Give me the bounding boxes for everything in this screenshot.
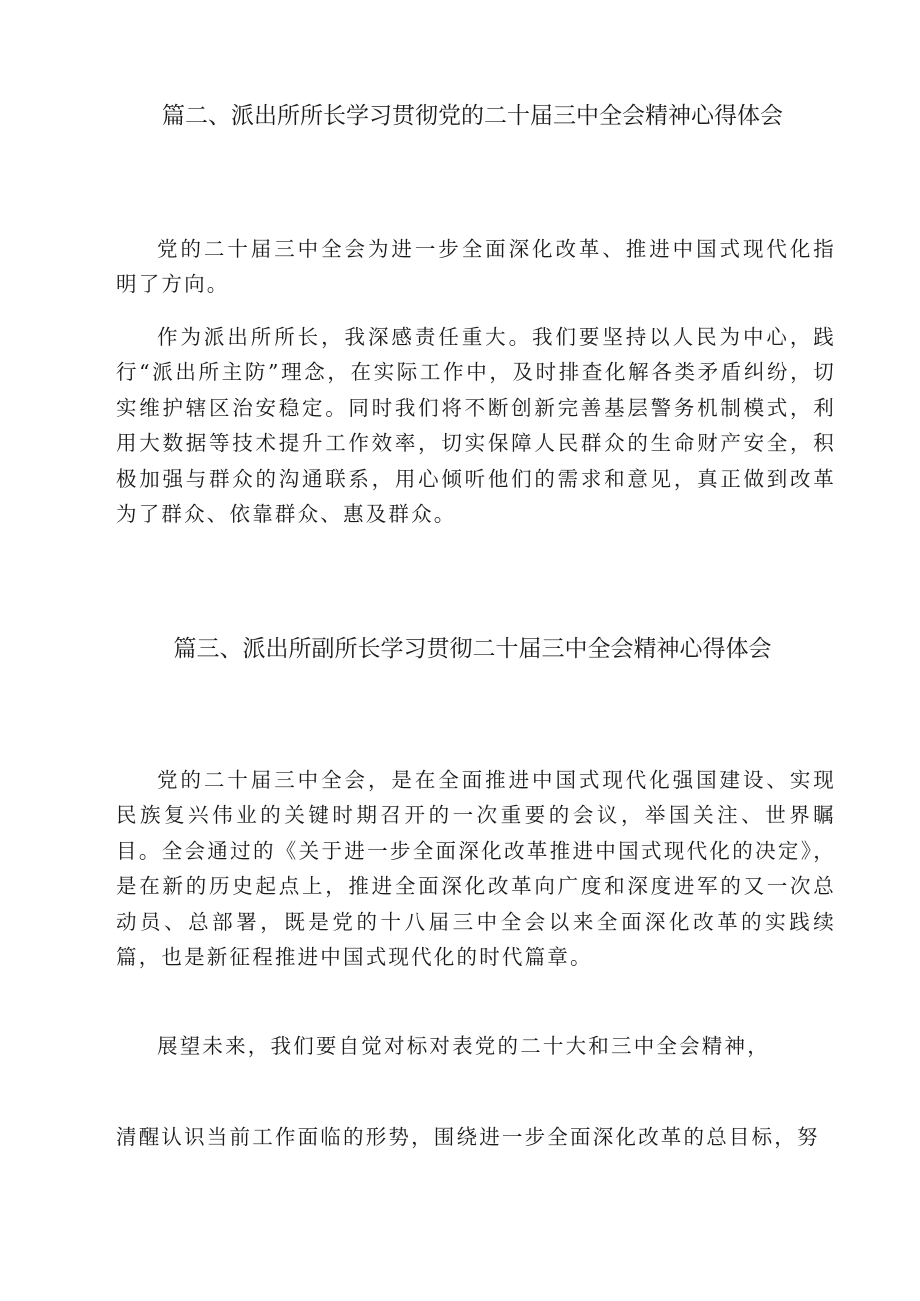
paragraph: 党的二十届三中全会，是在全面推进中国式现代化强国建设、实现民族复兴伟业的关键时期召开的一次重要的会议，举国关注、世界瞩目。全会通过的《关于进一步全面深化改革推进中国式现代化的决定》，是在新的历史起点上，推进全面深化改革向广度和深度进军的又一次总动员、总部署，既是党的十八届三中全会以来全面深化改革的实践续篇，也是新征程推进中国式现代化的时代篇章。	[116, 768, 836, 970]
paragraph: 党的二十届三中全会为进一步全面深化改革、推进中国式现代化指明了方向。	[116, 237, 836, 297]
section-heading-3: 篇三、派出所副所长学习贯彻二十届三中全会精神心得体会	[173, 636, 772, 662]
paragraph-continuation: 清醒认识当前工作面临的形势，围绕进一步全面深化改革的总目标，努	[116, 1125, 820, 1149]
paragraph: 作为派出所所长，我深感责任重大。我们要坚持以人民为中心，践行“派出所主防”理念，在实际工作中，及时排查化解各类矛盾纠纷，切实维护辖区治安稳定。同时我们将不断创新完善基层警务机制模式，利用大数据等技术提升工作效率，切实保障人民群众的生命财产安全，积极加强与群众的沟通联系，用心倾听他们的需求和意见，真正做到改革为了群众、依靠群众、惠及群众。	[116, 325, 836, 527]
paragraph: 展望未来，我们要自觉对标对表党的二十大和三中全会精神，	[157, 1034, 770, 1058]
section-heading-2: 篇二、派出所所长学习贯彻党的二十届三中全会精神心得体会	[162, 103, 783, 129]
